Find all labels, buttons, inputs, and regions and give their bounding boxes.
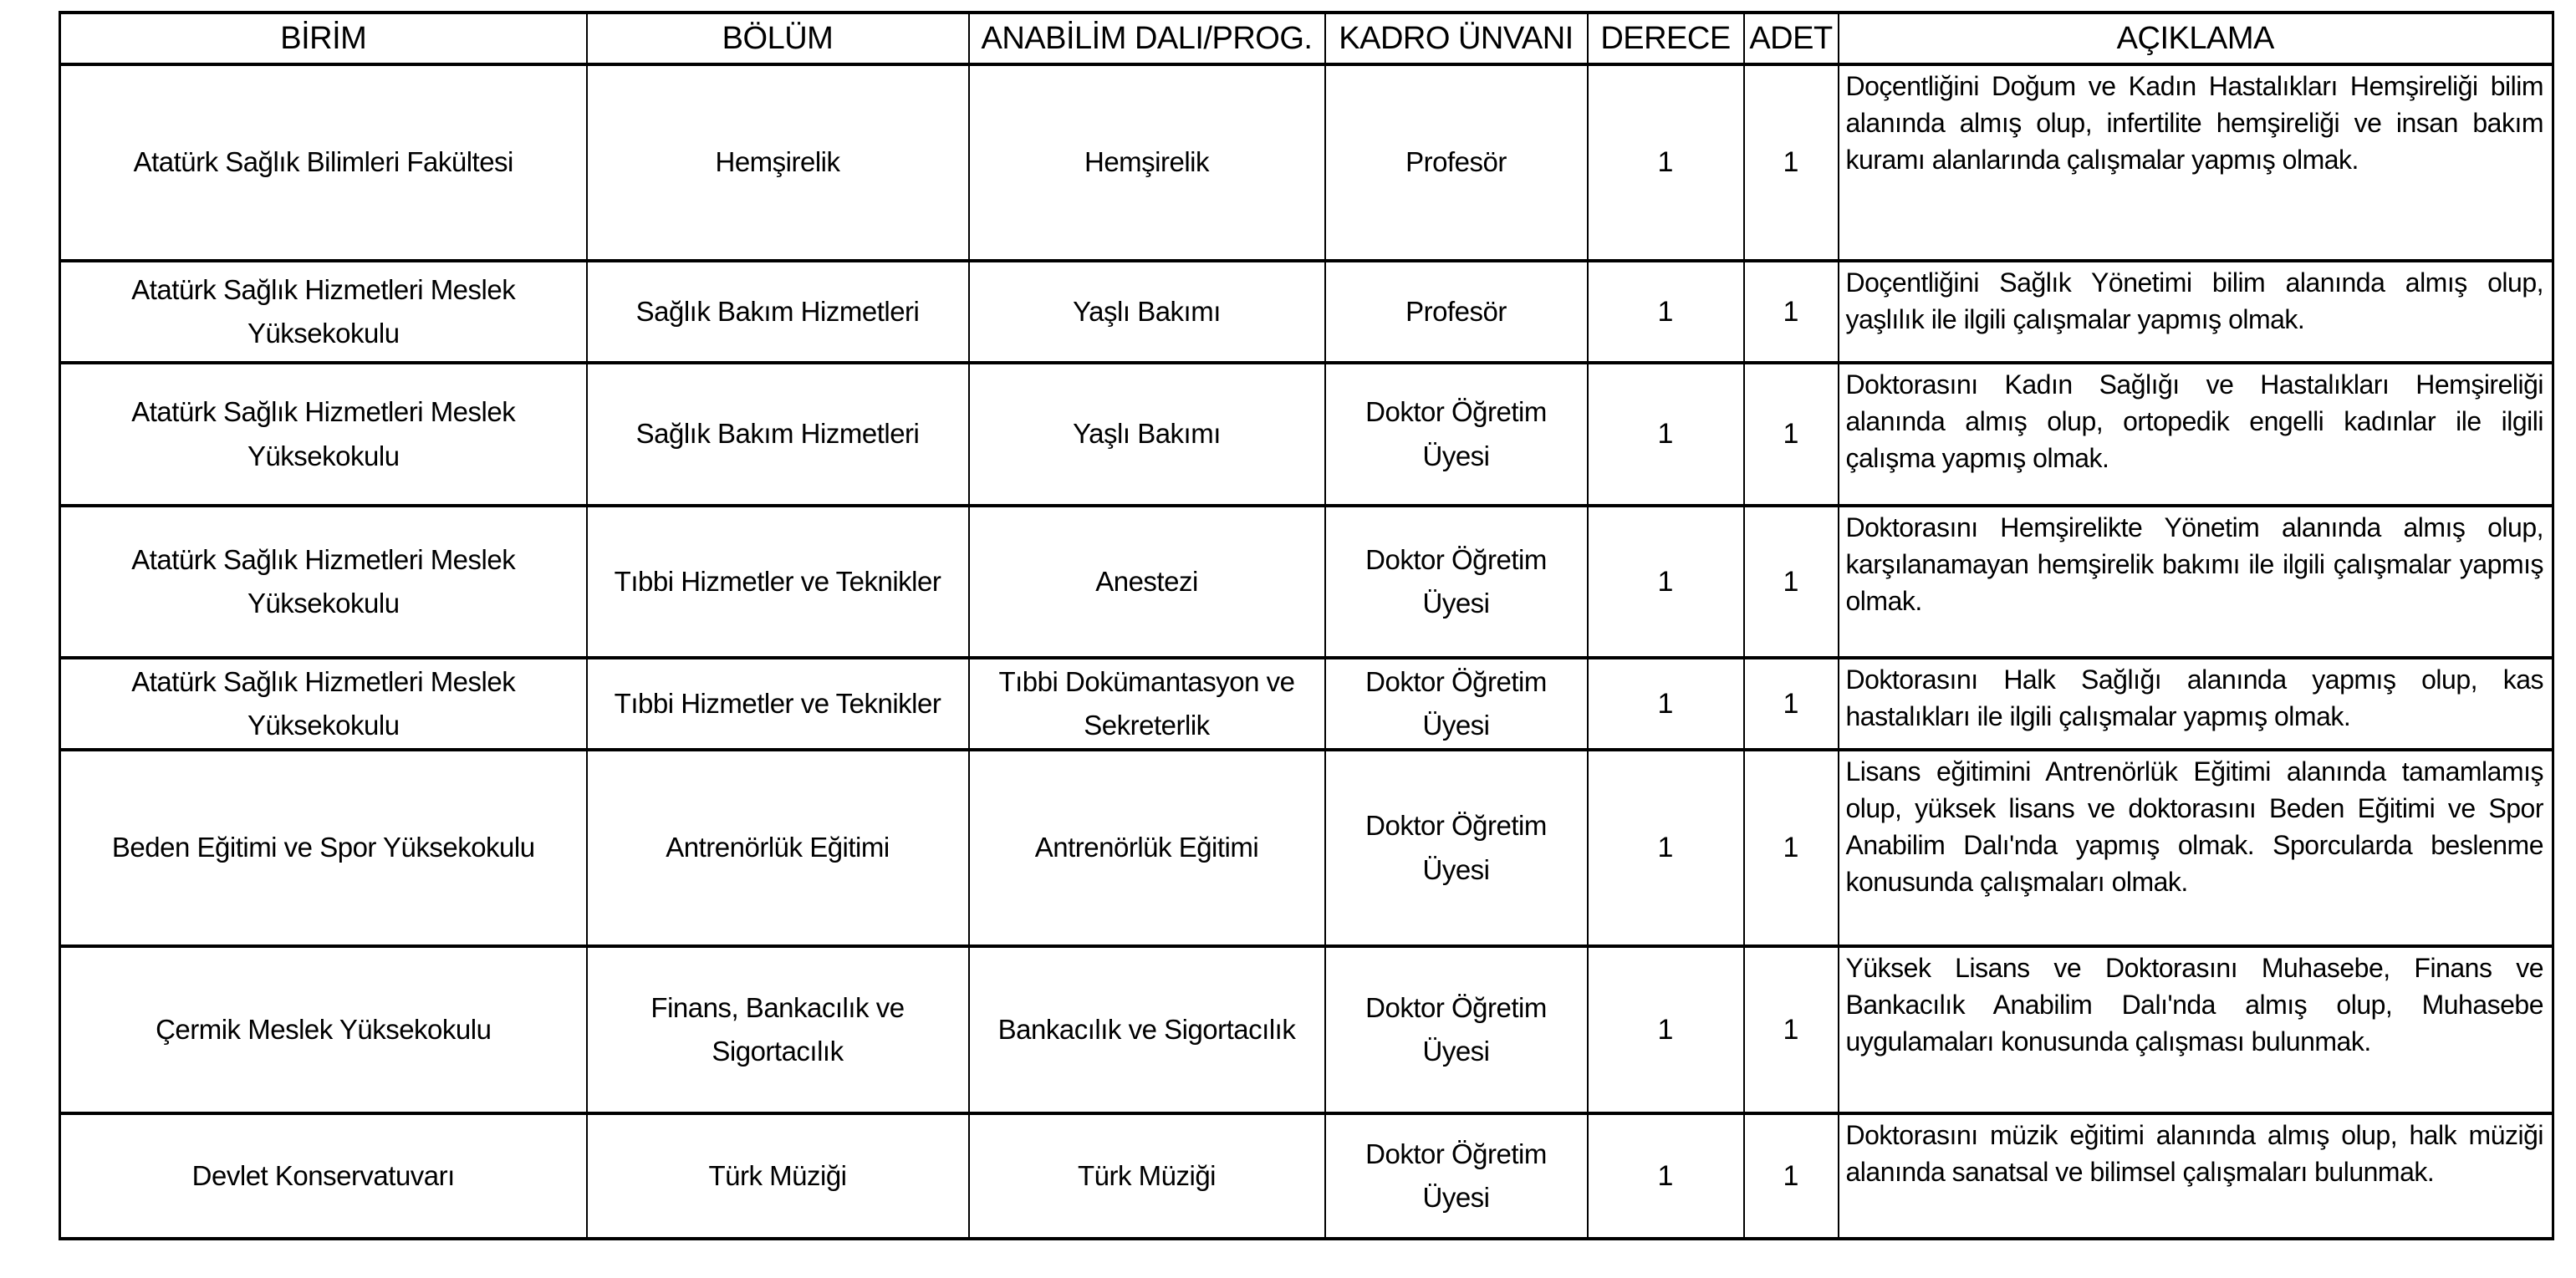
cell-birim: Atatürk Sağlık Hizmetleri Meslek Yüksekokulu (60, 506, 587, 658)
cell-derece: 1 (1588, 64, 1744, 261)
cell-anabilim: Türk Müziği (969, 1113, 1325, 1239)
cell-adet: 1 (1744, 750, 1839, 946)
table-row (60, 1113, 2553, 1239)
cell-kadro: Doktor Öğretim Üyesi (1325, 506, 1588, 658)
cell-birim: Atatürk Sağlık Bilimleri Fakültesi (60, 64, 587, 261)
cell-derece: 1 (1588, 750, 1744, 946)
header-derece: DERECE (1588, 13, 1744, 64)
cell-birim: Çermik Meslek Yüksekokulu (60, 946, 587, 1113)
cell-bolum: Sağlık Bakım Hizmetleri (587, 363, 969, 506)
cell-bolum: Sağlık Bakım Hizmetleri (587, 261, 969, 363)
cell-bolum: Türk Müziği (587, 1113, 969, 1239)
kadro-ilan-tablosu (59, 11, 2554, 1240)
cell-anabilim: Hemşirelik (969, 64, 1325, 261)
table-row (60, 750, 2553, 946)
cell-derece: 1 (1588, 506, 1744, 658)
cell-birim: Atatürk Sağlık Hizmetleri Meslek Yüksekokulu (60, 261, 587, 363)
cell-aciklama: Doktorasını Hemşirelikte Yönetim alanında almış olup, karşılanamayan hemşirelik bakımı ile ilgili çalışmalar yapmış olmak. (1839, 506, 2553, 658)
cell-birim: Devlet Konservatuvarı (60, 1113, 587, 1239)
cell-adet: 1 (1744, 658, 1839, 750)
cell-aciklama: Yüksek Lisans ve Doktorasını Muhasebe, Finans ve Bankacılık Anabilim Dalı'nda almış olup, Muhasebe uygulamaları konusunda çalışması bulunmak. (1839, 946, 2553, 1113)
cell-derece: 1 (1588, 658, 1744, 750)
header-aciklama: AÇIKLAMA (1839, 13, 2553, 64)
header-row (60, 13, 2553, 64)
cell-anabilim: Anestezi (969, 506, 1325, 658)
cell-adet: 1 (1744, 363, 1839, 506)
cell-bolum: Tıbbi Hizmetler ve Teknikler (587, 658, 969, 750)
cell-birim: Atatürk Sağlık Hizmetleri Meslek Yüksekokulu (60, 658, 587, 750)
cell-derece: 1 (1588, 946, 1744, 1113)
cell-adet: 1 (1744, 261, 1839, 363)
cell-aciklama: Doktorasını Halk Sağlığı alanında yapmış olup, kas hastalıkları ile ilgili çalışmalar yapmış olmak. (1839, 658, 2553, 750)
cell-bolum: Antrenörlük Eğitimi (587, 750, 969, 946)
cell-aciklama: Lisans eğitimini Antrenörlük Eğitimi alanında tamamlamış olup, yüksek lisans ve doktorasını Beden Eğitimi ve Spor Anabilim Dalı'nda yapmış olmak. Sporcularda beslenme konusunda çalışmaları olmak. (1839, 750, 2553, 946)
cell-kadro: Profesör (1325, 261, 1588, 363)
cell-anabilim: Tıbbi Dokümantasyon ve Sekreterlik (969, 658, 1325, 750)
cell-bolum: Tıbbi Hizmetler ve Teknikler (587, 506, 969, 658)
cell-aciklama: Doçentliğini Sağlık Yönetimi bilim alanında almış olup, yaşlılık ile ilgili çalışmalar yapmış olmak. (1839, 261, 2553, 363)
cell-kadro: Doktor Öğretim Üyesi (1325, 750, 1588, 946)
cell-kadro: Profesör (1325, 64, 1588, 261)
cell-derece: 1 (1588, 1113, 1744, 1239)
table-row (60, 506, 2553, 658)
cell-bolum: Finans, Bankacılık ve Sigortacılık (587, 946, 969, 1113)
cell-anabilim: Antrenörlük Eğitimi (969, 750, 1325, 946)
table-row (60, 658, 2553, 750)
table-row (60, 261, 2553, 363)
header-anabilim: ANABİLİM DALI/PROG. (969, 13, 1325, 64)
cell-bolum: Hemşirelik (587, 64, 969, 261)
cell-kadro: Doktor Öğretim Üyesi (1325, 946, 1588, 1113)
cell-aciklama: Doktorasını müzik eğitimi alanında almış olup, halk müziği alanında sanatsal ve bilimsel çalışmaları bulunmak. (1839, 1113, 2553, 1239)
cell-kadro: Doktor Öğretim Üyesi (1325, 363, 1588, 506)
header-bolum: BÖLÜM (587, 13, 969, 64)
cell-birim: Beden Eğitimi ve Spor Yüksekokulu (60, 750, 587, 946)
header-kadro: KADRO ÜNVANI (1325, 13, 1588, 64)
cell-aciklama: Doçentliğini Doğum ve Kadın Hastalıkları Hemşireliği bilim alanında almış olup, infertilite hemşireliği ve insan bakım kuramı alanlarında çalışmalar yapmış olmak. (1839, 64, 2553, 261)
header-adet: ADET (1744, 13, 1839, 64)
table-row (60, 363, 2553, 506)
cell-anabilim: Yaşlı Bakımı (969, 363, 1325, 506)
cell-adet: 1 (1744, 64, 1839, 261)
table-row (60, 946, 2553, 1113)
header-birim: BİRİM (60, 13, 587, 64)
cell-derece: 1 (1588, 261, 1744, 363)
cell-derece: 1 (1588, 363, 1744, 506)
cell-kadro: Doktor Öğretim Üyesi (1325, 1113, 1588, 1239)
cell-anabilim: Bankacılık ve Sigortacılık (969, 946, 1325, 1113)
cell-kadro: Doktor Öğretim Üyesi (1325, 658, 1588, 750)
cell-aciklama: Doktorasını Kadın Sağlığı ve Hastalıkları Hemşireliği alanında almış olup, ortopedik engelli kadınlar ile ilgili çalışma yapmış olmak. (1839, 363, 2553, 506)
cell-birim: Atatürk Sağlık Hizmetleri Meslek Yüksekokulu (60, 363, 587, 506)
cell-adet: 1 (1744, 506, 1839, 658)
cell-anabilim: Yaşlı Bakımı (969, 261, 1325, 363)
table-row (60, 64, 2553, 261)
cell-adet: 1 (1744, 1113, 1839, 1239)
cell-adet: 1 (1744, 946, 1839, 1113)
